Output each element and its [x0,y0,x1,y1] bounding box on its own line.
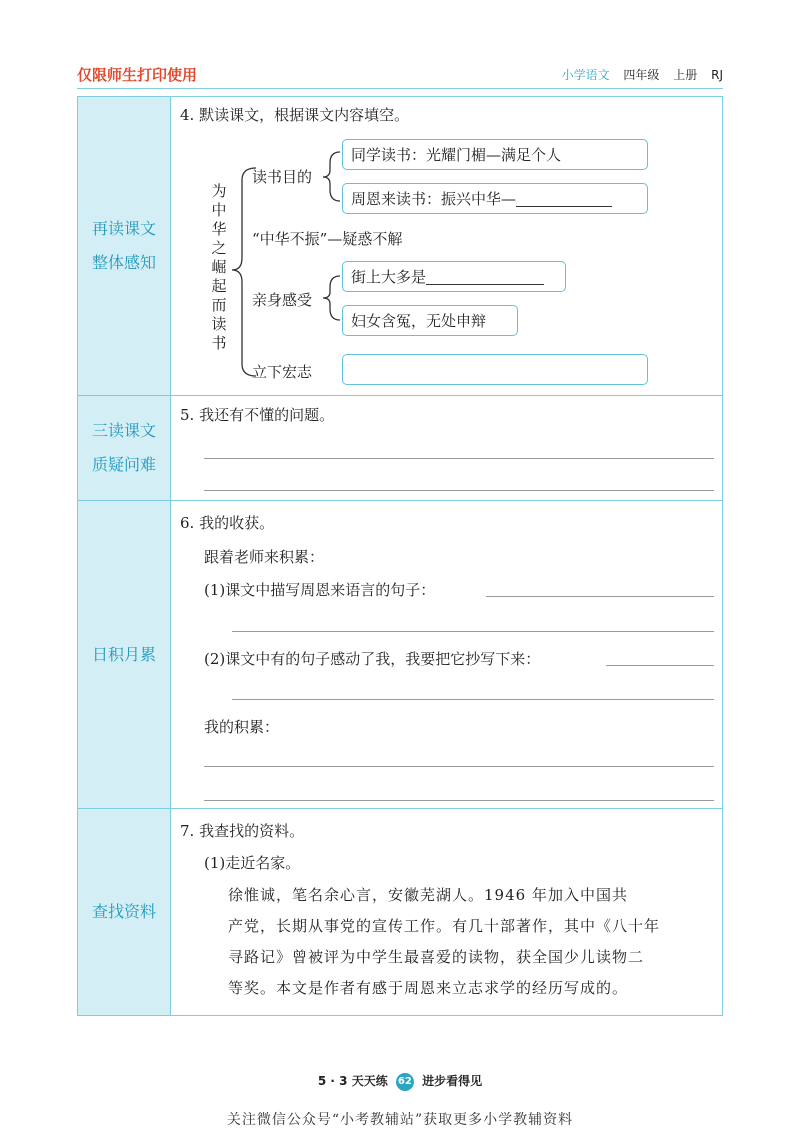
item-1-text: (1)课文中描写周恩来语言的句子： [204,581,436,599]
row-divider [77,808,723,809]
title-char: 中 [211,201,227,219]
middle-statement: “中华不振”—疑惑不解 [252,230,403,248]
answer-box-zhou[interactable] [342,183,648,214]
subject-label: 小学语文 [561,68,610,82]
answer-line[interactable] [204,458,714,459]
box-text: 周恩来读书：振兴中华— [351,190,517,208]
question-5: 5. 我还有不懂的问题。 [180,406,335,424]
question-6: 6. 我的收获。 [180,514,275,532]
answer-line[interactable] [204,766,714,767]
box-text: 街上大多是 [351,268,427,286]
title-char: 书 [211,334,227,352]
box-text: 妇女含冤，无处申辩 [351,312,487,330]
box-text: 同学读书：光耀门楣—满足个人 [351,146,562,164]
paragraph-line: 寻路记》曾被评为中学生最喜爱的读物，获全国少儿读物二 [228,948,645,966]
title-char: 而 [211,296,227,314]
question-7: 7. 我查找的资料。 [180,822,305,840]
section-label-questions [78,396,170,500]
title-char: 华 [211,220,227,238]
answer-box-classmates [342,139,648,170]
bottom-note: 关注微信公众号“小考教辅站”获取更多小学教辅资料 [226,1112,574,1128]
volume-label: 上册 [673,68,698,82]
grade-label: 四年级 [623,68,660,82]
answer-box-ambition[interactable] [342,354,648,385]
watermark-text: 仅限师生打印使用 [77,66,198,84]
item-1-text: (1)走近名家。 [204,854,301,872]
section-label-research [78,809,170,1015]
label-line: 质疑问难 [91,455,156,474]
label-line: 三读课文 [91,421,156,440]
label-line: 日积月累 [91,644,156,664]
paragraph-line: 徐惟诚，笔名余心言，安徽芜湖人。1946 年加入中国共 [228,886,628,904]
answer-line[interactable] [606,665,714,666]
title-char: 读 [211,315,227,333]
label-line: 再读课文 [91,219,156,238]
follow-teacher-text: 跟着老师来积累： [204,548,325,566]
item-2-text: (2)课文中有的句子感动了我，我要把它抄写下来： [204,650,541,668]
label-line: 查找资料 [91,902,156,921]
footer-brand: 5 · 3 天天练 [317,1074,388,1088]
my-accumulation-text: 我的积累： [204,718,280,736]
title-char: 之 [211,239,227,257]
reading-purpose-label: 读书目的 [252,168,313,186]
title-char: 崛 [211,258,227,276]
ambition-label: 立下宏志 [252,363,313,381]
answer-line[interactable] [232,631,714,632]
edition-label: RJ [711,68,723,82]
page-number: 62 [396,1073,414,1091]
title-char: 起 [211,277,227,295]
footer [0,1072,800,1091]
paragraph-line: 等奖。本文是作者有感于周恩来立志求学的经历写成的。 [228,979,629,997]
answer-line[interactable] [204,490,714,491]
label-line: 整体感知 [91,253,156,272]
row-divider [77,500,723,501]
answer-line[interactable] [486,596,714,597]
answer-box-women [342,305,518,336]
question-4: 4. 默读课文，根据课文内容填空。 [180,106,410,124]
paragraph-line: 产党，长期从事党的宣传工作。有几十部著作，其中《八十年 [228,917,661,935]
fill-blank[interactable] [426,269,544,285]
fill-blank[interactable] [516,191,612,207]
title-char: 为 [211,182,227,200]
experience-label: 亲身感受 [252,291,313,309]
section-label-accumulate [78,501,170,808]
answer-box-street[interactable] [342,261,566,292]
answer-line[interactable] [204,800,714,801]
answer-line[interactable] [232,699,714,700]
footer-slogan: 进步看得见 [422,1074,483,1088]
